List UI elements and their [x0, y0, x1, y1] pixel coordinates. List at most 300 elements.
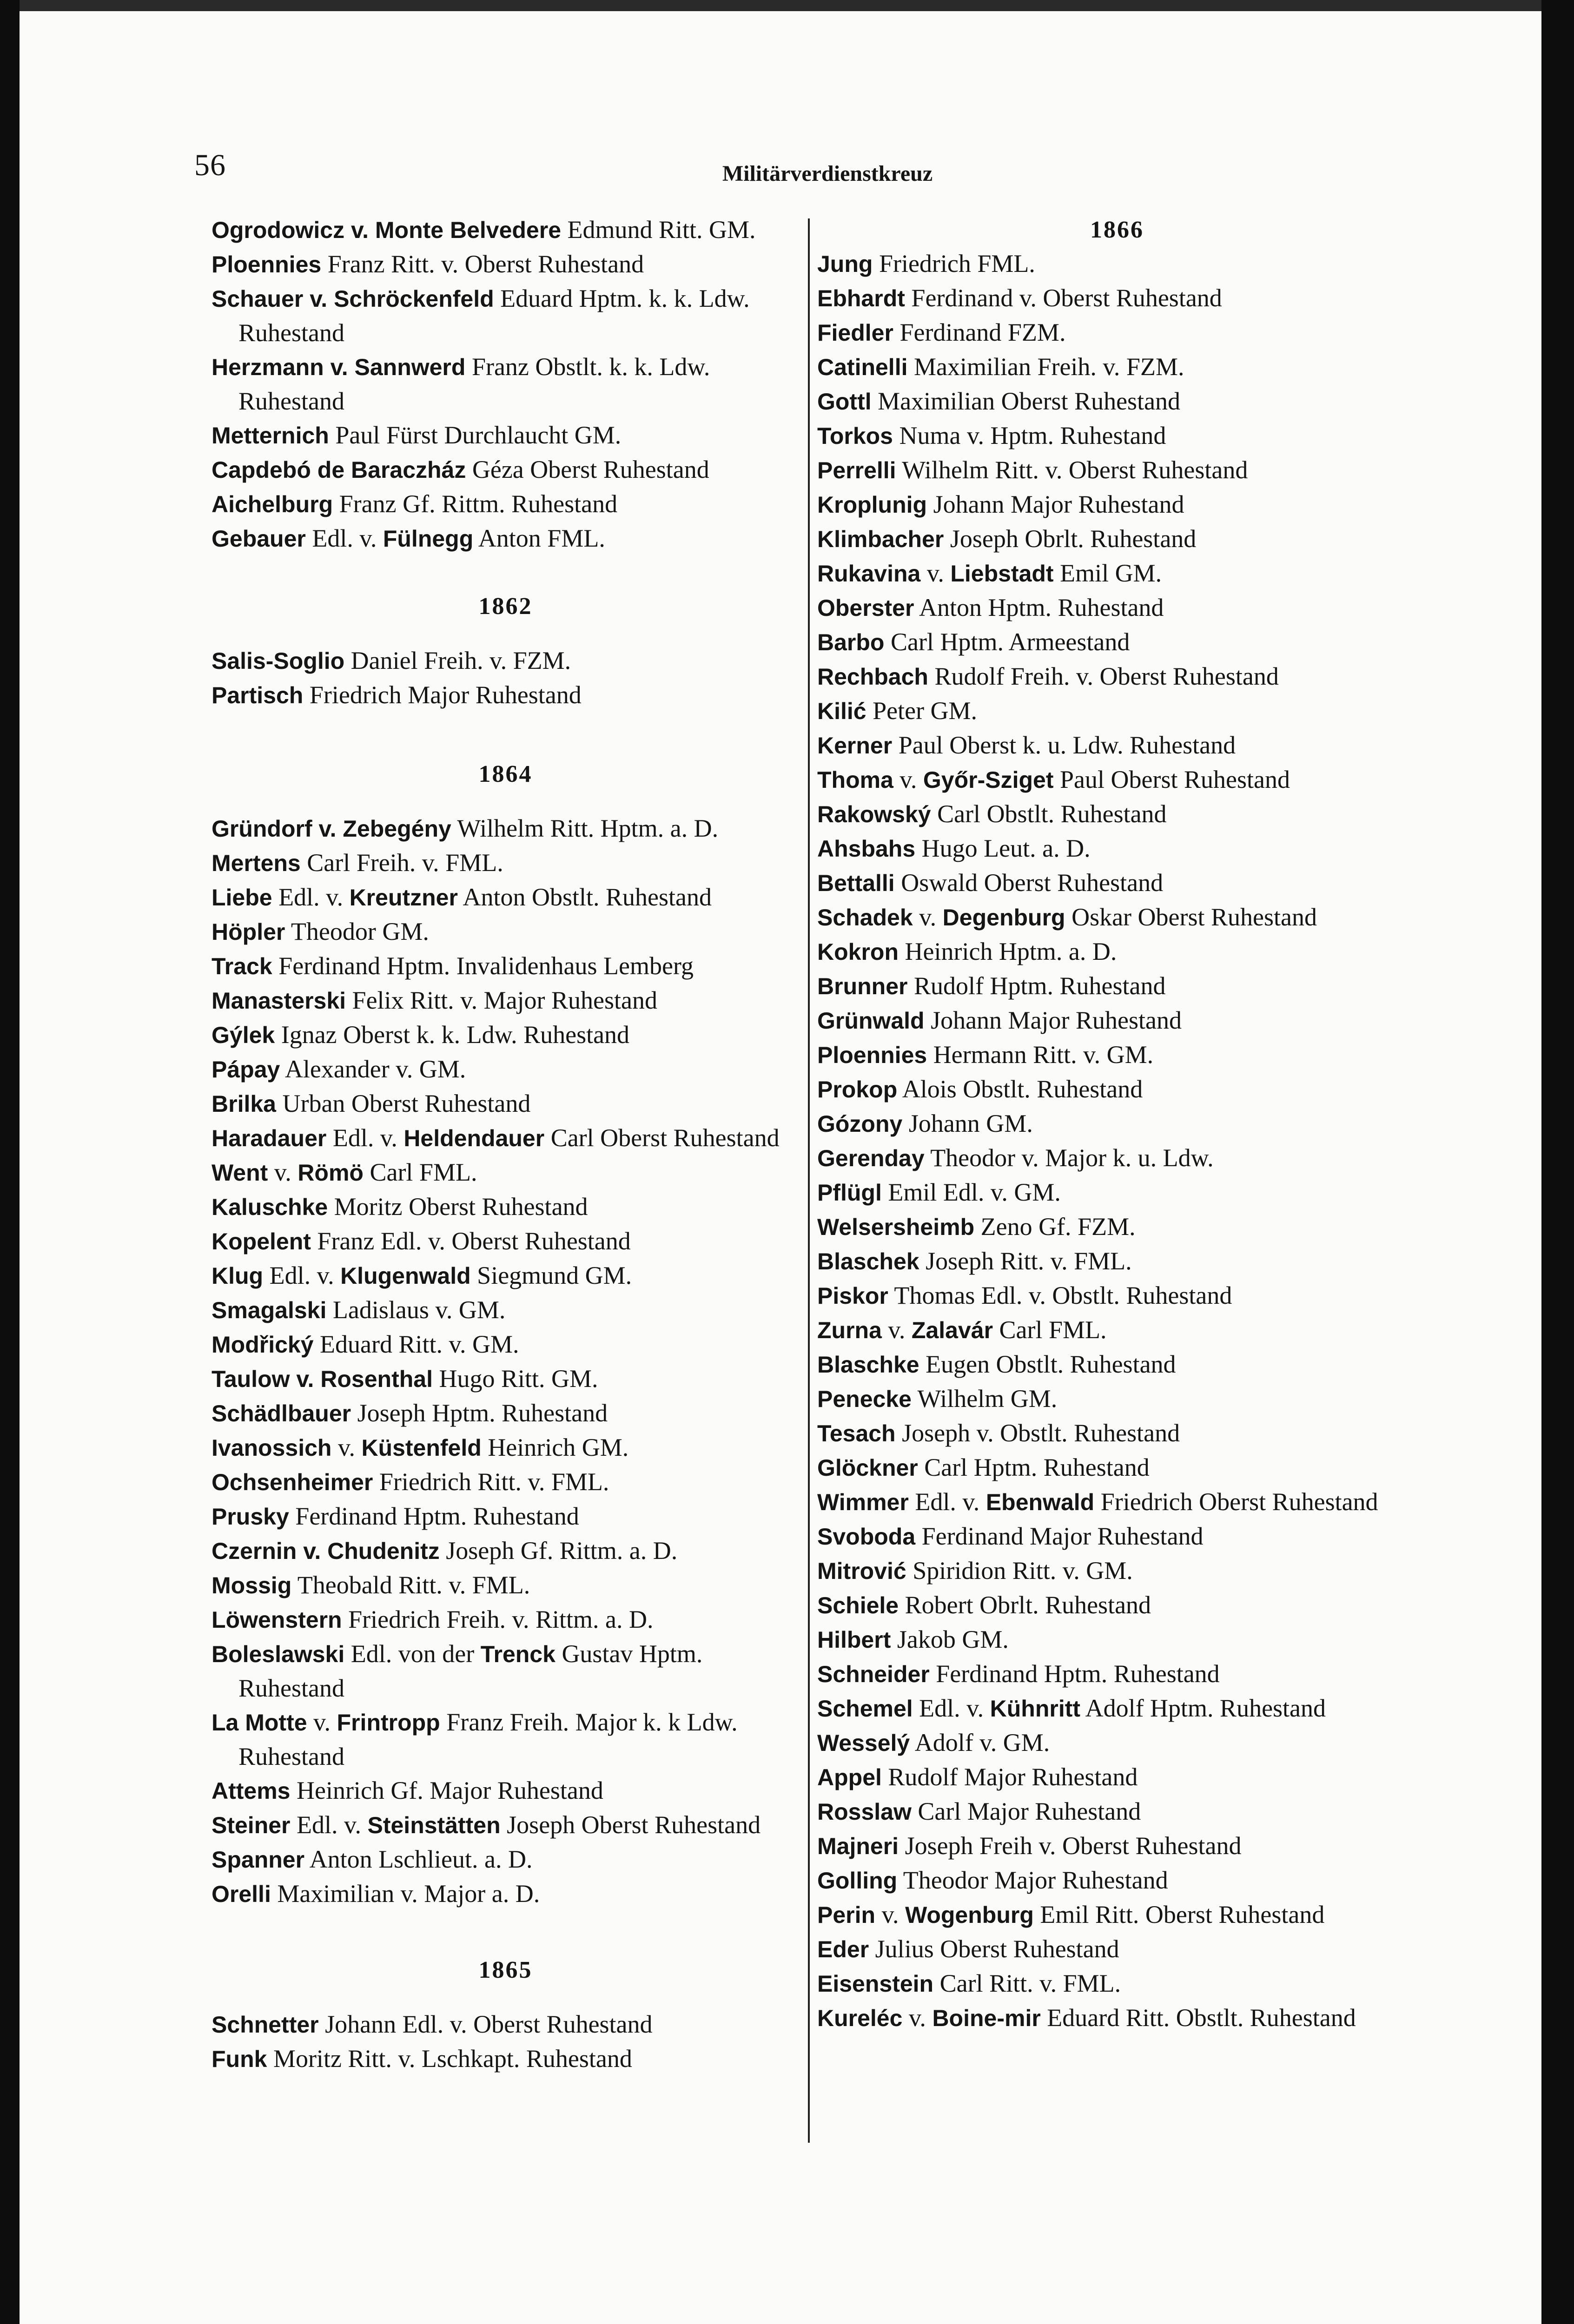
- surname: Schädlbauer: [212, 1400, 351, 1426]
- surname: Golling: [817, 1868, 898, 1894]
- surname: Kerner: [817, 733, 893, 759]
- surname: Zurna: [817, 1317, 882, 1343]
- surname: Kühnritt: [990, 1696, 1081, 1722]
- roster-entry: [817, 625, 1417, 660]
- entry-details: Maximilian v. Major a. D.: [271, 1880, 540, 1908]
- surname: Römö: [298, 1160, 364, 1186]
- roster-entry: [817, 1416, 1417, 1451]
- roster-entry: [212, 2042, 800, 2076]
- entry-details: Carl Hptm. Armeestand: [884, 628, 1130, 656]
- entry-details: Eduard Ritt. Obstlt. Ruhestand: [1040, 2004, 1356, 2032]
- roster-entry: [817, 1175, 1417, 1210]
- roster-entry: [817, 556, 1417, 591]
- surname: Herzmann v. Sannwerd: [212, 354, 466, 380]
- entry-details: Ferdinand Hptm. Ruhestand: [929, 1660, 1220, 1688]
- entry-details: Maximilian Oberst Ruhestand: [871, 387, 1181, 415]
- surname: Kilić: [817, 698, 866, 724]
- entry-list-1866: [817, 247, 1417, 2035]
- surname: Barbo: [817, 629, 885, 655]
- roster-entry: [817, 522, 1417, 556]
- entry-details: Rudolf Hptm. Ruhestand: [907, 972, 1166, 1000]
- entry-details: v.: [875, 1901, 906, 1928]
- surname: Eisenstein: [817, 1971, 934, 1997]
- surname: Ochsenheimer: [212, 1469, 373, 1495]
- entry-details: Eduard Ritt. v. GM.: [313, 1330, 519, 1358]
- roster-entry: [212, 644, 800, 678]
- roster-entry: [817, 1795, 1417, 1829]
- roster-entry: [212, 2007, 800, 2042]
- surname: Blaschek: [817, 1248, 919, 1274]
- entry-details: Ferdinand v. Oberst Ruhestand: [905, 284, 1222, 312]
- roster-entry: [212, 1842, 800, 1877]
- surname: Piskor: [817, 1283, 888, 1309]
- surname: Modřický: [212, 1332, 314, 1358]
- entry-details: Ferdinand Major Ruhestand: [915, 1522, 1204, 1550]
- roster-entry: [817, 728, 1417, 763]
- entry-details: Robert Obrlt. Ruhestand: [899, 1591, 1151, 1619]
- surname: Haradauer: [212, 1125, 327, 1151]
- entry-details: Hugo Ritt. GM.: [432, 1365, 598, 1393]
- entry-details: Heinrich GM.: [481, 1433, 629, 1461]
- roster-entry: [817, 900, 1417, 935]
- surname: Frintropp: [337, 1710, 440, 1736]
- scan-top-edge: [0, 0, 1574, 11]
- roster-entry: [817, 1760, 1417, 1795]
- running-head: Militärverdienstkreuz: [722, 161, 933, 186]
- entry-details: Rudolf Major Ruhestand: [881, 1763, 1138, 1791]
- entry-details: Edl. v.: [272, 883, 350, 911]
- entry-details: Edl. v.: [913, 1694, 990, 1722]
- surname: Salis-Soglio: [212, 648, 345, 674]
- entry-details: Emil Edl. v. GM.: [881, 1178, 1061, 1206]
- surname: Gründorf v. Zebegény: [212, 816, 451, 842]
- surname: Gottl: [817, 389, 872, 415]
- surname: La Motte: [212, 1710, 307, 1736]
- surname: Hilbert: [817, 1627, 891, 1653]
- surname: Smagalski: [212, 1297, 327, 1323]
- roster-entry: [212, 1603, 800, 1637]
- roster-entry: [212, 1259, 800, 1293]
- roster-entry: [817, 247, 1417, 281]
- surname: Klugenwald: [340, 1263, 471, 1289]
- surname: Prusky: [212, 1504, 289, 1530]
- surname: Mitrović: [817, 1558, 906, 1584]
- entry-details: Franz Obstlt. k. k. Ldw. Ruhestand: [238, 353, 710, 415]
- surname: Majneri: [817, 1833, 899, 1859]
- entry-details: Friedrich Ritt. v. FML.: [373, 1468, 609, 1496]
- surname: Schadek: [817, 905, 913, 931]
- entry-details: Rudolf Freih. v. Oberst Ruhestand: [928, 662, 1279, 690]
- entry-list-1864: [212, 812, 800, 1911]
- entry-details: Adolf Hptm. Ruhestand: [1080, 1694, 1326, 1722]
- entry-details: Gustav Hptm. Ruhestand: [238, 1640, 703, 1702]
- roster-entry: [212, 1877, 800, 1911]
- surname: Rechbach: [817, 664, 928, 690]
- entry-details: Edl. v.: [290, 1811, 368, 1839]
- surname: Tesach: [817, 1420, 896, 1446]
- surname: Mossig: [212, 1572, 292, 1598]
- entry-details: Géza Oberst Ruhestand: [466, 456, 709, 483]
- roster-entry: [212, 812, 800, 846]
- surname: Gýlek: [212, 1022, 275, 1048]
- roster-entry: [817, 935, 1417, 969]
- surname: Mertens: [212, 850, 301, 876]
- entry-details: Siegmund GM.: [470, 1261, 632, 1289]
- roster-entry: [817, 1554, 1417, 1588]
- roster-entry: [212, 213, 800, 247]
- surname: Löwenstern: [212, 1607, 342, 1633]
- surname: Wimmer: [817, 1489, 909, 1515]
- entry-details: Joseph Freih v. Oberst Ruhestand: [899, 1832, 1242, 1860]
- entry-details: Carl Obstlt. Ruhestand: [931, 800, 1167, 828]
- entry-details: Edl. von der: [344, 1640, 481, 1668]
- surname: Trenck: [480, 1641, 556, 1667]
- roster-entry: [817, 1244, 1417, 1279]
- roster-entry: [212, 949, 800, 984]
- surname: Prokop: [817, 1076, 898, 1103]
- roster-entry: [817, 1382, 1417, 1416]
- entry-details: v.: [268, 1158, 298, 1186]
- roster-entry: [212, 1087, 800, 1121]
- entry-details: Adolf v. GM.: [910, 1729, 1050, 1756]
- roster-entry: [817, 1623, 1417, 1657]
- surname: Glöckner: [817, 1455, 918, 1481]
- entry-details: Joseph Hptm. Ruhestand: [351, 1399, 608, 1427]
- surname: Wesselý: [817, 1730, 910, 1756]
- entry-details: v.: [902, 2004, 932, 2032]
- entry-details: Paul Fürst Durchlaucht GM.: [329, 421, 622, 449]
- entry-details: Heinrich Hptm. a. D.: [899, 938, 1117, 965]
- surname: Rosslaw: [817, 1799, 912, 1825]
- entry-details: Friedrich Freih. v. Rittm. a. D.: [342, 1605, 654, 1633]
- roster-entry: [817, 1451, 1417, 1485]
- roster-entry: [817, 1072, 1417, 1107]
- entry-details: v.: [307, 1708, 337, 1736]
- surname: Boine-mir: [932, 2005, 1041, 2031]
- roster-entry: [817, 316, 1417, 350]
- roster-entry: [817, 797, 1417, 832]
- entry-details: Joseph Oberst Ruhestand: [500, 1811, 761, 1839]
- roster-entry: [817, 1726, 1417, 1760]
- entry-details: Theodor GM.: [285, 918, 429, 945]
- roster-entry: [817, 1519, 1417, 1554]
- entry-details: Carl Major Ruhestand: [911, 1797, 1141, 1825]
- scan-right-edge: [1541, 0, 1574, 2324]
- roster-entry: [212, 846, 800, 880]
- roster-entry: [212, 678, 800, 713]
- entry-details: Carl Hptm. Ruhestand: [918, 1453, 1150, 1481]
- roster-entry: [817, 694, 1417, 728]
- entry-details: Franz Freih. Major k. k Ldw. Ruhestand: [238, 1708, 738, 1770]
- roster-entry: [817, 1588, 1417, 1623]
- surname: Blaschke: [817, 1352, 919, 1378]
- entry-details: Johann Major Ruhestand: [927, 490, 1184, 518]
- roster-entry: [212, 1224, 800, 1259]
- entry-details: Friedrich Major Ruhestand: [303, 681, 582, 709]
- surname: Brunner: [817, 973, 908, 999]
- entry-list-1865: [212, 2007, 800, 2076]
- entry-details: v.: [881, 1316, 912, 1344]
- roster-entry: [817, 1691, 1417, 1726]
- entry-details: Spiridion Ritt. v. GM.: [906, 1557, 1133, 1585]
- surname: Wogenburg: [905, 1902, 1034, 1928]
- roster-entry: [817, 660, 1417, 694]
- entry-details: Carl FML.: [363, 1158, 477, 1186]
- entry-details: v.: [913, 903, 943, 931]
- entry-details: Franz Edl. v. Oberst Ruhestand: [311, 1227, 631, 1255]
- column-divider: [808, 218, 810, 2143]
- entry-details: Ferdinand Hptm. Ruhestand: [289, 1502, 579, 1530]
- surname: Győr-Sziget: [923, 767, 1054, 793]
- surname: Küstenfeld: [361, 1435, 482, 1461]
- surname: Ploennies: [212, 251, 322, 277]
- entry-details: Peter GM.: [866, 697, 978, 725]
- surname: Liebe: [212, 885, 272, 911]
- roster-entry: [212, 1396, 800, 1431]
- surname: Kureléc: [817, 2005, 903, 2031]
- entry-details: Carl Ritt. v. FML.: [933, 1969, 1121, 1997]
- entry-details: Paul Oberst Ruhestand: [1053, 766, 1290, 793]
- entry-list-1862: [212, 644, 800, 713]
- surname: Ploennies: [817, 1042, 927, 1068]
- entry-details: Zeno Gf. FZM.: [974, 1213, 1136, 1241]
- entry-details: Theodor v. Major k. u. Ldw.: [924, 1144, 1214, 1172]
- entry-details: Franz Ritt. v. Oberst Ruhestand: [321, 250, 644, 278]
- roster-entry: [212, 1534, 800, 1568]
- entry-details: Ladislaus v. GM.: [326, 1296, 506, 1324]
- entry-details: Jakob GM.: [891, 1625, 1009, 1653]
- roster-entry: [212, 1327, 800, 1362]
- entry-details: Moritz Oberst Ruhestand: [328, 1193, 588, 1221]
- entry-details: Anton FML.: [473, 524, 605, 552]
- entry-details: Anton Obstlt. Ruhestand: [457, 883, 712, 911]
- entry-details: Edl. v.: [305, 524, 383, 552]
- roster-entry: [212, 1052, 800, 1087]
- surname: Grünwald: [817, 1008, 925, 1034]
- roster-entry: [212, 1499, 800, 1534]
- roster-entry: [212, 1155, 800, 1190]
- roster-entry: [212, 282, 800, 350]
- surname: Czernin v. Chudenitz: [212, 1538, 440, 1564]
- entry-details: Johann Edl. v. Oberst Ruhestand: [318, 2010, 653, 2038]
- surname: Perin: [817, 1902, 876, 1928]
- roster-entry: [212, 1293, 800, 1327]
- roster-entry: [817, 2001, 1417, 2035]
- surname: Kaluschke: [212, 1194, 328, 1220]
- entry-details: Wilhelm Ritt. Hptm. a. D.: [451, 814, 719, 842]
- entry-details: Eduard Hptm. k. k. Ldw. Ruhestand: [238, 284, 750, 347]
- surname: Funk: [212, 2046, 267, 2072]
- surname: Ogrodowicz v. Monte Belvedere: [212, 217, 562, 243]
- surname: Appel: [817, 1764, 882, 1790]
- year-heading-1864: 1864: [478, 761, 533, 787]
- roster-entry: [212, 1018, 800, 1052]
- entry-details: Theodor Major Ruhestand: [897, 1866, 1168, 1894]
- entry-details: Theobald Ritt. v. FML.: [291, 1571, 530, 1599]
- year-heading-1862: 1862: [478, 593, 533, 620]
- roster-entry: [212, 1808, 800, 1842]
- surname: Steiner: [212, 1812, 291, 1838]
- roster-entry: [817, 969, 1417, 1004]
- surname: Track: [212, 953, 272, 979]
- surname: Schnetter: [212, 2012, 319, 2038]
- surname: Catinelli: [817, 354, 908, 380]
- roster-entry: [817, 1485, 1417, 1519]
- surname: Capdebó de Baraczház: [212, 457, 466, 483]
- entry-details: Ferdinand Hptm. Invalidenhaus Lemberg: [272, 952, 694, 980]
- roster-entry: [212, 418, 800, 453]
- surname: Spanner: [212, 1847, 305, 1873]
- entry-details: Edmund Ritt. GM.: [561, 216, 756, 244]
- roster-entry: [817, 419, 1417, 453]
- roster-entry: [212, 453, 800, 487]
- surname: Gerenday: [817, 1145, 925, 1171]
- surname: Höpler: [212, 919, 285, 945]
- roster-entry: [817, 384, 1417, 419]
- surname: Kreutzner: [349, 885, 458, 911]
- surname: Boleslawski: [212, 1641, 345, 1667]
- entry-details: Joseph v. Obstlt. Ruhestand: [895, 1419, 1180, 1447]
- right-column: [817, 213, 1417, 2035]
- entry-details: Oskar Oberst Ruhestand: [1065, 903, 1317, 931]
- surname: Torkos: [817, 423, 893, 449]
- roster-entry: [212, 1465, 800, 1499]
- roster-entry: [212, 522, 800, 556]
- entry-details: Heinrich Gf. Major Ruhestand: [290, 1776, 603, 1804]
- surname: Kokron: [817, 939, 899, 965]
- roster-entry: [817, 1347, 1417, 1382]
- entry-details: Eugen Obstlt. Ruhestand: [919, 1350, 1176, 1378]
- roster-entry: [212, 487, 800, 522]
- entry-details: Alois Obstlt. Ruhestand: [897, 1075, 1143, 1103]
- entry-details: Wilhelm GM.: [911, 1385, 1058, 1413]
- entry-details: Edl. v.: [908, 1488, 986, 1516]
- entry-details: Edl. v.: [326, 1124, 404, 1152]
- entry-details: Ferdinand FZM.: [893, 318, 1066, 346]
- left-column: [212, 213, 800, 2076]
- entry-details: Joseph Obrlt. Ruhestand: [944, 525, 1197, 553]
- surname: Gebauer: [212, 526, 306, 552]
- roster-entry: [212, 1190, 800, 1224]
- surname: Heldendauer: [403, 1125, 545, 1151]
- roster-entry: [212, 1637, 800, 1705]
- roster-entry: [817, 866, 1417, 900]
- roster-entry: [817, 1279, 1417, 1313]
- entry-details: Anton Hptm. Ruhestand: [914, 594, 1164, 621]
- entry-details: Johann GM.: [902, 1109, 1033, 1137]
- entry-details: Franz Gf. Rittm. Ruhestand: [333, 490, 618, 518]
- roster-entry: [817, 1967, 1417, 2001]
- surname: Jung: [817, 251, 873, 277]
- roster-entry: [817, 1004, 1417, 1038]
- roster-entry: [817, 763, 1417, 797]
- entry-details: Emil Ritt. Oberst Ruhestand: [1033, 1901, 1325, 1928]
- surname: Svoboda: [817, 1524, 916, 1550]
- roster-entry: [817, 488, 1417, 522]
- surname: Manasterski: [212, 988, 346, 1014]
- entry-details: Oswald Oberst Ruhestand: [894, 869, 1164, 897]
- entry-details: Joseph Ritt. v. FML.: [919, 1247, 1132, 1275]
- entry-details: Paul Oberst k. u. Ldw. Ruhestand: [892, 731, 1236, 759]
- entry-details: Anton Lschlieut. a. D.: [304, 1845, 533, 1873]
- surname: Ebenwald: [985, 1489, 1095, 1515]
- surname: Penecke: [817, 1386, 912, 1412]
- entry-details: Carl Freih. v. FML.: [300, 849, 503, 877]
- entry-details: Daniel Freih. v. FZM.: [344, 647, 571, 674]
- surname: Pflügl: [817, 1180, 882, 1206]
- surname: Fülnegg: [383, 526, 474, 552]
- surname: Went: [212, 1160, 268, 1186]
- entry-details: Thomas Edl. v. Obstlt. Ruhestand: [888, 1281, 1232, 1309]
- roster-entry: [212, 915, 800, 949]
- surname: Degenburg: [942, 905, 1065, 931]
- entry-details: Hermann Ritt. v. GM.: [927, 1041, 1154, 1069]
- surname: Zalavár: [911, 1317, 993, 1343]
- surname: Ivanossich: [212, 1435, 332, 1461]
- roster-entry: [212, 984, 800, 1018]
- roster-entry: [817, 1932, 1417, 1967]
- entry-details: Moritz Ritt. v. Lschkapt. Ruhestand: [267, 2045, 632, 2073]
- entry-details: Ignaz Oberst k. k. Ldw. Ruhestand: [275, 1021, 630, 1049]
- surname: Steinstätten: [367, 1812, 501, 1838]
- entry-details: Joseph Gf. Rittm. a. D.: [439, 1537, 678, 1565]
- entry-details: Maximilian Freih. v. FZM.: [907, 353, 1184, 381]
- surname: Partisch: [212, 682, 304, 708]
- entry-details: v.: [893, 766, 923, 793]
- surname: Metternich: [212, 423, 329, 449]
- surname: Schauer v. Schröckenfeld: [212, 286, 494, 312]
- entry-details: Carl FML.: [993, 1316, 1107, 1344]
- roster-entry: [212, 247, 800, 282]
- entry-details: v.: [920, 559, 951, 587]
- surname: Oberster: [817, 595, 914, 621]
- roster-entry: [817, 281, 1417, 316]
- entry-details: Urban Oberst Ruhestand: [276, 1089, 531, 1117]
- surname: Klug: [212, 1263, 264, 1289]
- surname: Perrelli: [817, 457, 896, 483]
- entry-details: v.: [331, 1433, 362, 1461]
- roster-entry: [817, 832, 1417, 866]
- surname: Rukavina: [817, 561, 921, 587]
- roster-entry: [212, 350, 800, 418]
- surname: Kopelent: [212, 1228, 311, 1254]
- surname: Gózony: [817, 1111, 903, 1137]
- entry-details: Hugo Leut. a. D.: [915, 834, 1091, 862]
- surname: Pápay: [212, 1056, 280, 1083]
- roster-entry: [212, 1121, 800, 1155]
- roster-entry: [212, 1431, 800, 1465]
- surname: Attems: [212, 1778, 291, 1804]
- entry-details: Felix Ritt. v. Major Ruhestand: [346, 986, 658, 1014]
- entry-details: Numa v. Hptm. Ruhestand: [893, 422, 1166, 449]
- roster-entry: [817, 1141, 1417, 1175]
- roster-entry: [212, 1774, 800, 1808]
- surname: Taulow v. Rosenthal: [212, 1366, 433, 1392]
- entry-details: Friedrich Oberst Ruhestand: [1094, 1488, 1378, 1516]
- scan-left-edge: [0, 0, 20, 2324]
- surname: Rakowský: [817, 801, 931, 827]
- year-heading-1866: 1866: [1090, 217, 1144, 243]
- roster-entry: [212, 1568, 800, 1603]
- surname: Ahsbahs: [817, 836, 916, 862]
- surname: Fiedler: [817, 320, 893, 346]
- roster-entry: [817, 453, 1417, 488]
- roster-entry: [817, 1863, 1417, 1898]
- entry-details: Julius Oberst Ruhestand: [869, 1935, 1119, 1963]
- roster-entry: [817, 1657, 1417, 1691]
- surname: Schneider: [817, 1661, 930, 1687]
- entry-details: Johann Major Ruhestand: [924, 1006, 1182, 1034]
